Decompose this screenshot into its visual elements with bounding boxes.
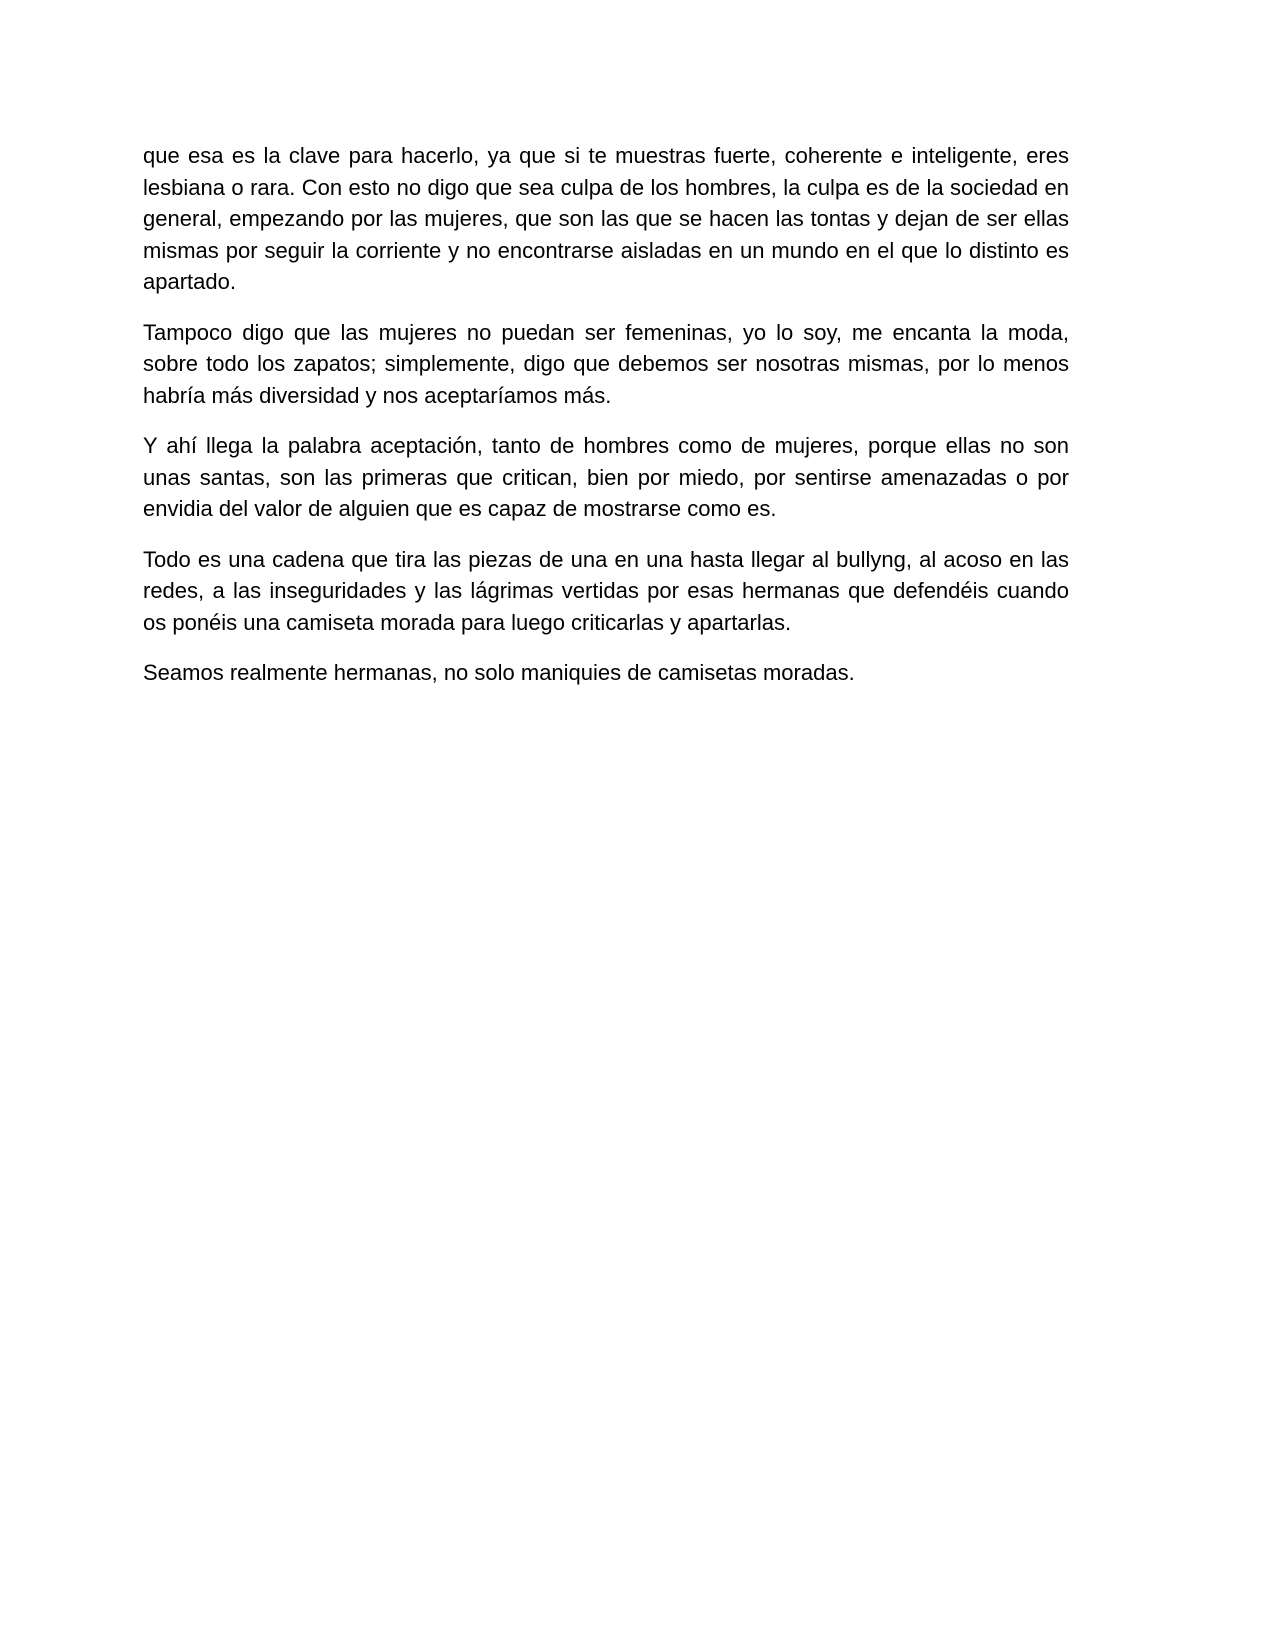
paragraph-1: que esa es la clave para hacerlo, ya que si te muestras fuerte, coherente e inteligente, eres lesbiana o rara. Con esto no digo que sea culpa de los hombres, la culpa es de la sociedad en general, empezando por las mujeres, que son las que se hacen las tontas y dejan de ser ellas mismas por seguir la corriente y no encontrarse aisladas en un mundo en el que lo distinto es apartado.: [143, 143, 1069, 294]
paragraph-4: Todo es una cadena que tira las piezas de una en una hasta llegar al bullyng, al acoso en las redes, a las inseguridades y las lágrimas vertidas por esas hermanas que defendéis cuando os ponéis una camiseta morada para luego criticarlas y apartarlas.: [143, 546, 1069, 635]
paragraph-2: Tampoco digo que las mujeres no puedan ser femeninas, yo lo soy, me encanta la moda, sobre todo los zapatos; simplemente, digo que debemos ser nosotras mismas, por lo menos habría más diversidad y nos aceptaríamos más.: [143, 319, 1069, 408]
paragraph-5: Seamos realmente hermanas, no solo maniquies de camisetas moradas.: [143, 660, 855, 685]
document-page: [143, 140, 1069, 708]
paragraph-3: Y ahí llega la palabra aceptación, tanto de hombres como de mujeres, porque ellas no son unas santas, son las primeras que critican, bien por miedo, por sentirse amenazadas o por envidia del valor de alguien que es capaz de mostrarse como es.: [143, 433, 1069, 521]
